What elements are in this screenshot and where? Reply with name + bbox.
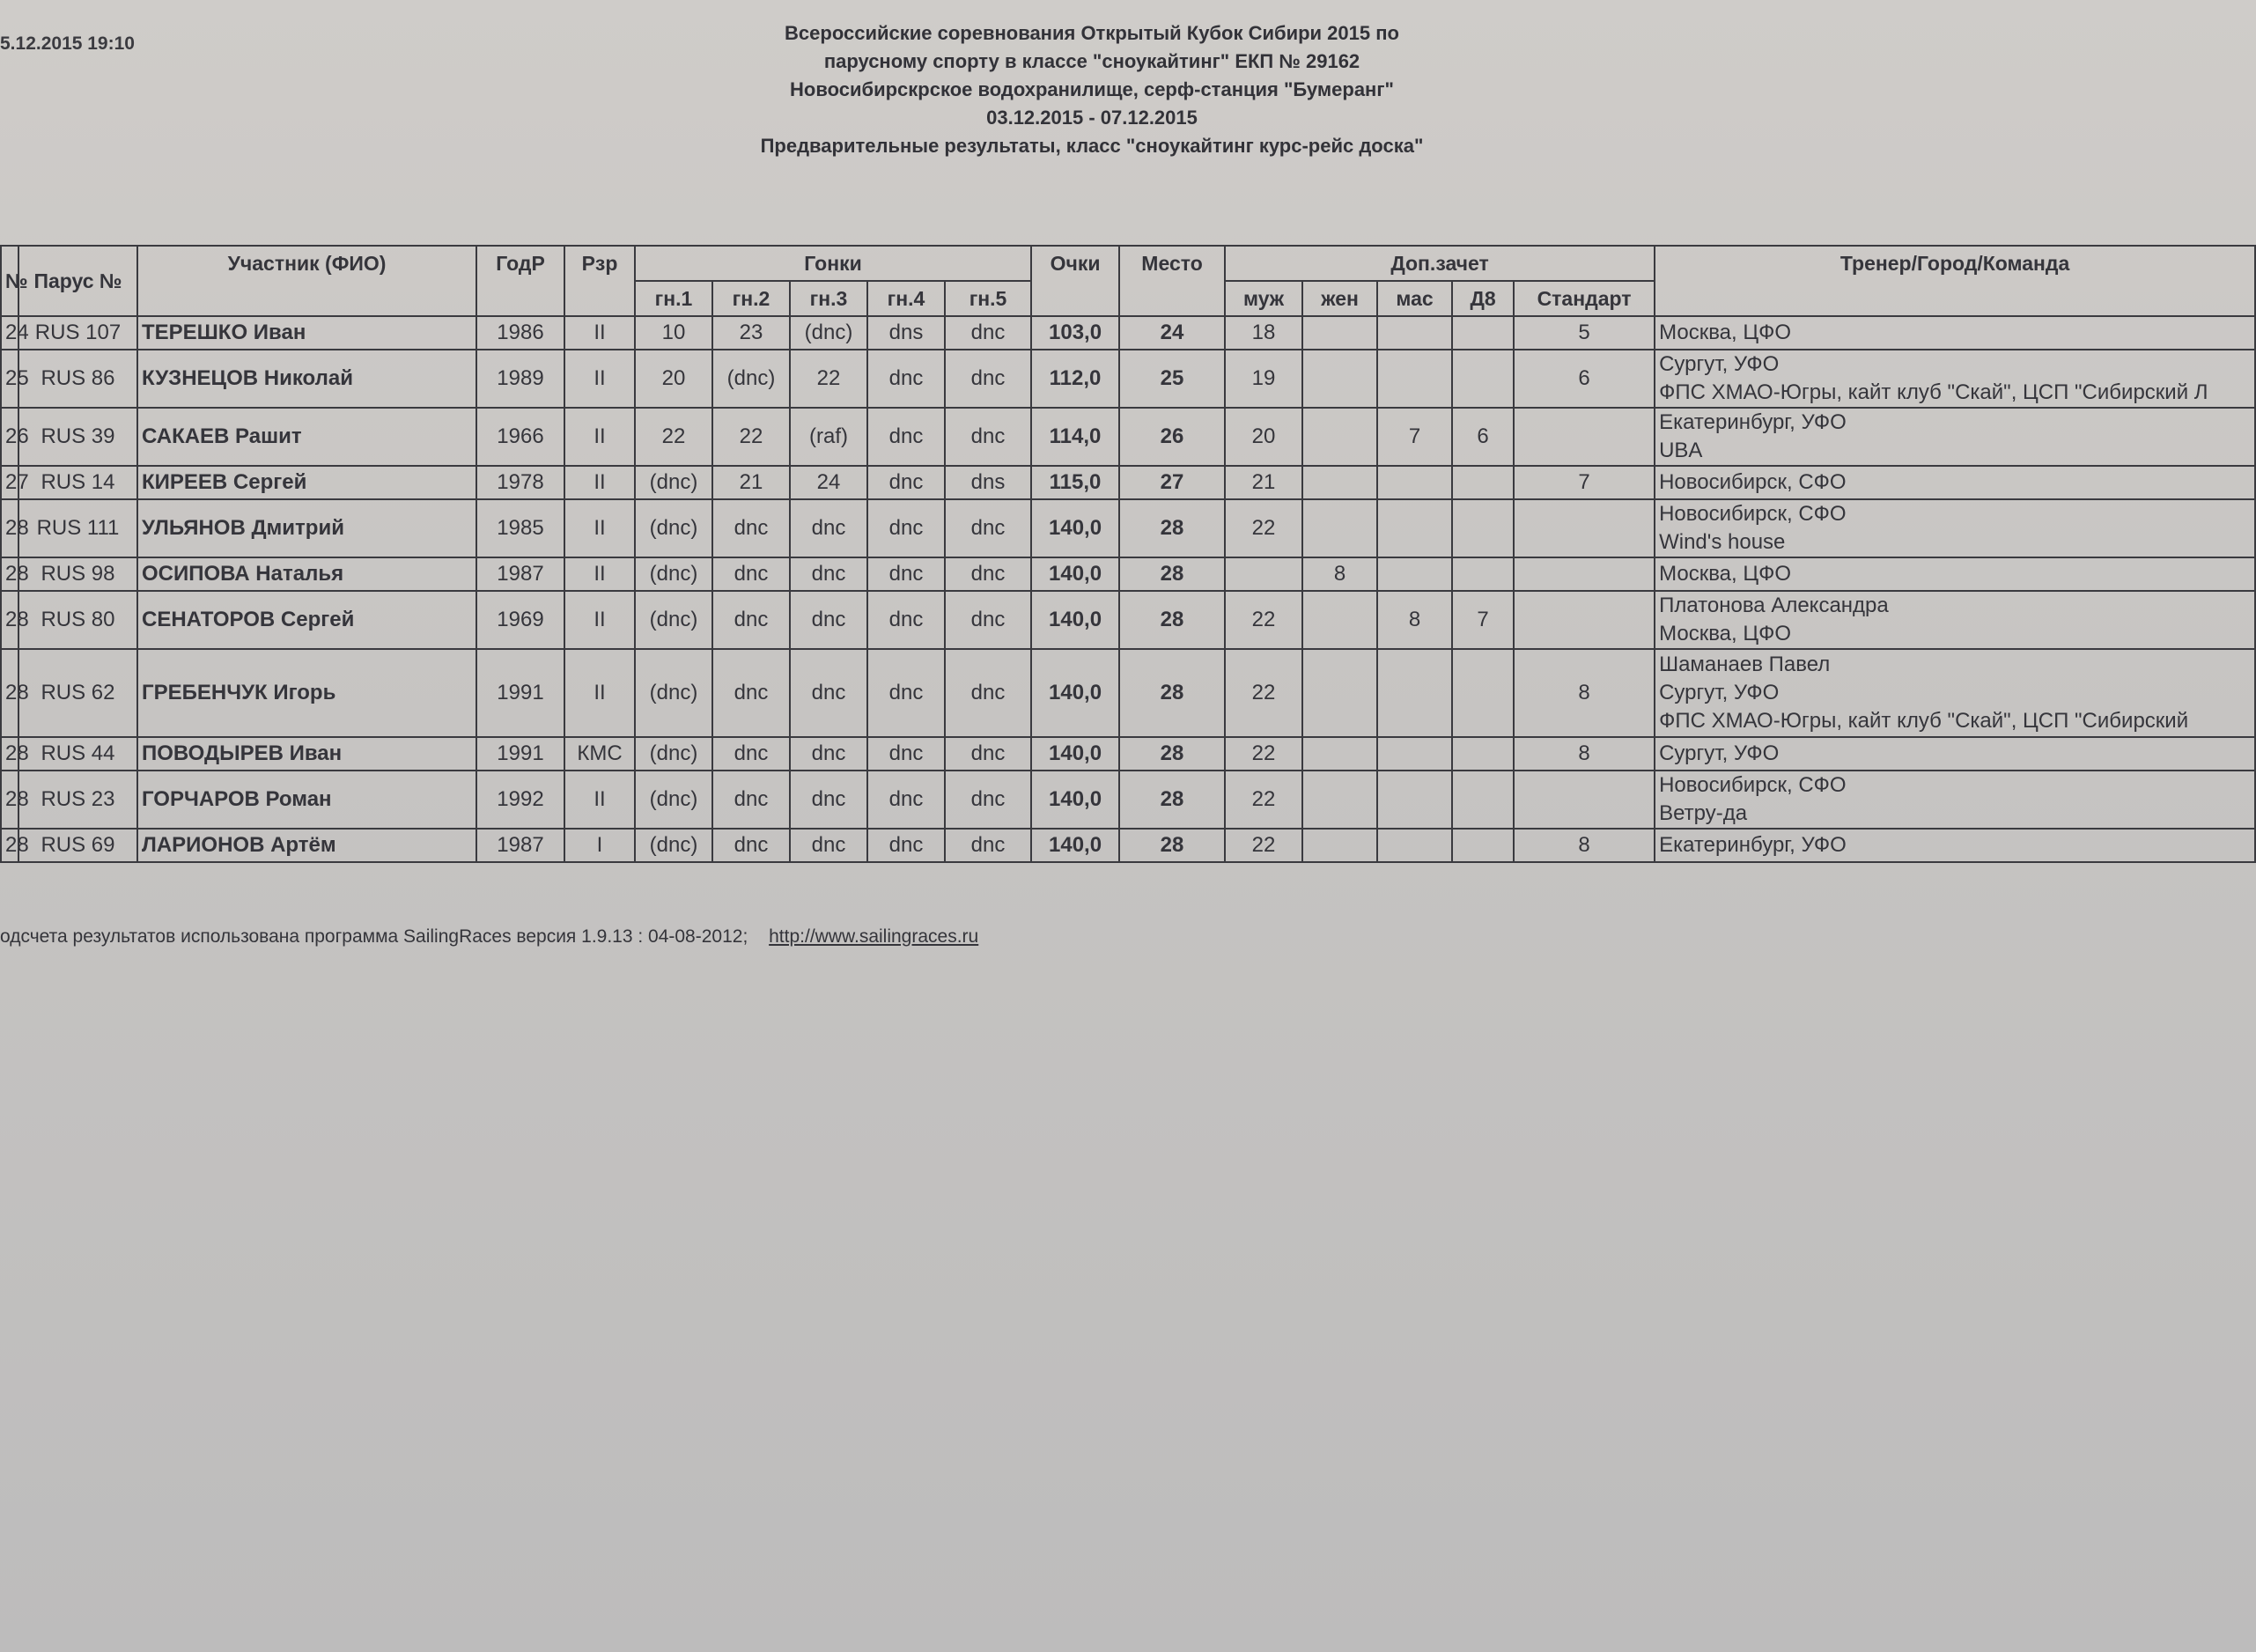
results-body xyxy=(1,316,2255,862)
row-extra-d8 xyxy=(1452,350,1514,408)
row-extra-d8 xyxy=(1452,499,1514,557)
row-extra-masters xyxy=(1377,771,1452,829)
coach-line: Екатеринбург, УФО xyxy=(1659,410,1847,434)
col-header-year: ГодР xyxy=(476,246,564,316)
coach-line: Ветру-да xyxy=(1659,801,1748,825)
row-place: 24 xyxy=(1119,316,1225,350)
row-race-4: dnc xyxy=(867,771,945,829)
table-row xyxy=(1,408,2255,466)
header-line: Предварительные результаты, класс "сноукайтинг курс-рейс доска" xyxy=(760,135,1424,157)
row-place: 28 xyxy=(1119,771,1225,829)
row-rank: II xyxy=(564,316,635,350)
row-extra-men: 22 xyxy=(1225,649,1302,737)
row-extra-standard xyxy=(1514,591,1655,649)
row-extra-men: 20 xyxy=(1225,408,1302,466)
row-name: ГРЕБЕНЧУК Игорь xyxy=(137,649,476,737)
row-extra-standard: 8 xyxy=(1514,829,1655,862)
row-coach xyxy=(1655,649,2255,737)
coach-line: Новосибирск, СФО xyxy=(1659,470,1847,494)
row-race-1: (dnc) xyxy=(635,591,712,649)
col-header-race-5: гн.5 xyxy=(945,281,1031,316)
row-coach xyxy=(1655,829,2255,862)
row-sail: RUS 62 xyxy=(18,649,137,737)
row-place: 25 xyxy=(1119,350,1225,408)
row-race-3: dnc xyxy=(790,771,867,829)
row-extra-standard: 6 xyxy=(1514,350,1655,408)
coach-line: Платонова Александра xyxy=(1659,594,1889,617)
row-name: УЛЬЯНОВ Дмитрий xyxy=(137,499,476,557)
table-row xyxy=(1,557,2255,591)
row-extra-men: 22 xyxy=(1225,499,1302,557)
row-sail: RUS 80 xyxy=(18,591,137,649)
footer-text: одсчета результатов использована программа SailingRaces версия 1.9.13 : 04-08-2012; xyxy=(0,926,748,947)
row-race-4: dnc xyxy=(867,649,945,737)
col-header-extra-women: жен xyxy=(1302,281,1377,316)
row-rank: II xyxy=(564,771,635,829)
row-points: 140,0 xyxy=(1031,771,1119,829)
row-name: КИРЕЕВ Сергей xyxy=(137,466,476,499)
col-header-participant: Участник (ФИО) xyxy=(137,246,476,316)
row-num: 27 xyxy=(1,466,18,499)
row-race-2: dnc xyxy=(712,771,790,829)
row-race-1: 10 xyxy=(635,316,712,350)
row-num: 25 xyxy=(1,350,18,408)
row-race-3: dnc xyxy=(790,591,867,649)
row-place: 28 xyxy=(1119,649,1225,737)
row-name: ПОВОДЫРЕВ Иван xyxy=(137,737,476,771)
row-rank: II xyxy=(564,466,635,499)
row-race-3: dnc xyxy=(790,829,867,862)
col-header-rank: Рзр xyxy=(564,246,635,316)
row-year: 1969 xyxy=(476,591,564,649)
row-race-4: dnc xyxy=(867,350,945,408)
row-sail: RUS 23 xyxy=(18,771,137,829)
row-extra-masters xyxy=(1377,557,1452,591)
row-extra-women xyxy=(1302,466,1377,499)
row-extra-women xyxy=(1302,350,1377,408)
row-race-3: dnc xyxy=(790,649,867,737)
row-place: 28 xyxy=(1119,499,1225,557)
row-extra-standard xyxy=(1514,557,1655,591)
row-extra-d8: 7 xyxy=(1452,591,1514,649)
header-line: 03.12.2015 - 07.12.2015 xyxy=(986,107,1198,129)
row-race-4: dnc xyxy=(867,591,945,649)
row-extra-men: 21 xyxy=(1225,466,1302,499)
row-race-5: dnc xyxy=(945,591,1031,649)
row-sail: RUS 69 xyxy=(18,829,137,862)
row-coach xyxy=(1655,591,2255,649)
row-place: 28 xyxy=(1119,737,1225,771)
col-header-coach: Тренер/Город/Команда xyxy=(1655,246,2255,316)
row-name: СЕНАТОРОВ Сергей xyxy=(137,591,476,649)
row-race-5: dnc xyxy=(945,557,1031,591)
table-row xyxy=(1,829,2255,862)
row-extra-d8 xyxy=(1452,737,1514,771)
row-extra-women xyxy=(1302,649,1377,737)
row-place: 28 xyxy=(1119,829,1225,862)
row-extra-d8: 6 xyxy=(1452,408,1514,466)
row-race-5: dnc xyxy=(945,737,1031,771)
row-year: 1985 xyxy=(476,499,564,557)
row-extra-men: 18 xyxy=(1225,316,1302,350)
col-header-extra: Доп.зачет xyxy=(1225,246,1655,281)
coach-line: Wind's house xyxy=(1659,530,1786,554)
row-rank: II xyxy=(564,591,635,649)
row-race-3: 22 xyxy=(790,350,867,408)
row-num: 26 xyxy=(1,408,18,466)
row-race-5: dns xyxy=(945,466,1031,499)
row-extra-men: 22 xyxy=(1225,591,1302,649)
row-num: 28 xyxy=(1,737,18,771)
col-header-extra-d8: Д8 xyxy=(1452,281,1514,316)
footer-link[interactable]: http://www.sailingraces.ru xyxy=(769,926,979,947)
row-race-4: dnc xyxy=(867,829,945,862)
row-extra-d8 xyxy=(1452,557,1514,591)
col-header-place: Место xyxy=(1119,246,1225,316)
row-race-3: (raf) xyxy=(790,408,867,466)
row-sail: RUS 107 xyxy=(18,316,137,350)
row-year: 1991 xyxy=(476,649,564,737)
row-race-2: dnc xyxy=(712,499,790,557)
row-extra-standard: 8 xyxy=(1514,737,1655,771)
col-header-race-2: гн.2 xyxy=(712,281,790,316)
header-line: Всероссийские соревнования Открытый Кубок Сибири 2015 по xyxy=(785,22,1399,44)
row-race-2: dnc xyxy=(712,557,790,591)
row-extra-standard: 5 xyxy=(1514,316,1655,350)
row-num: 24 xyxy=(1,316,18,350)
table-row xyxy=(1,350,2255,408)
row-race-1: (dnc) xyxy=(635,771,712,829)
row-extra-standard: 8 xyxy=(1514,649,1655,737)
row-race-3: dnc xyxy=(790,499,867,557)
table-row xyxy=(1,499,2255,557)
row-extra-men xyxy=(1225,557,1302,591)
row-extra-women xyxy=(1302,829,1377,862)
row-num: 28 xyxy=(1,591,18,649)
footer-note xyxy=(0,926,978,948)
coach-line: Москва, ЦФО xyxy=(1659,622,1792,645)
row-race-3: dnc xyxy=(790,557,867,591)
row-race-1: (dnc) xyxy=(635,499,712,557)
coach-line: Новосибирск, СФО xyxy=(1659,773,1847,797)
row-extra-masters xyxy=(1377,466,1452,499)
row-name: ГОРЧАРОВ Роман xyxy=(137,771,476,829)
row-extra-women xyxy=(1302,771,1377,829)
row-race-4: dnc xyxy=(867,408,945,466)
row-points: 140,0 xyxy=(1031,499,1119,557)
col-header-race-1: гн.1 xyxy=(635,281,712,316)
row-points: 114,0 xyxy=(1031,408,1119,466)
row-name: КУЗНЕЦОВ Николай xyxy=(137,350,476,408)
row-race-5: dnc xyxy=(945,408,1031,466)
row-points: 140,0 xyxy=(1031,737,1119,771)
row-extra-men: 22 xyxy=(1225,771,1302,829)
row-sail: RUS 39 xyxy=(18,408,137,466)
row-extra-women xyxy=(1302,316,1377,350)
row-race-2: (dnc) xyxy=(712,350,790,408)
row-num: 28 xyxy=(1,771,18,829)
row-num: 28 xyxy=(1,829,18,862)
row-race-1: 22 xyxy=(635,408,712,466)
row-extra-masters xyxy=(1377,737,1452,771)
row-extra-masters: 7 xyxy=(1377,408,1452,466)
row-rank: I xyxy=(564,829,635,862)
row-race-2: dnc xyxy=(712,829,790,862)
row-rank: II xyxy=(564,557,635,591)
row-race-5: dnc xyxy=(945,829,1031,862)
row-coach xyxy=(1655,408,2255,466)
row-extra-women xyxy=(1302,499,1377,557)
print-timestamp: 5.12.2015 19:10 xyxy=(0,33,135,54)
row-race-2: 23 xyxy=(712,316,790,350)
table-row xyxy=(1,316,2255,350)
row-race-2: dnc xyxy=(712,737,790,771)
row-race-1: (dnc) xyxy=(635,466,712,499)
row-place: 28 xyxy=(1119,591,1225,649)
coach-line: Сургут, УФО xyxy=(1659,352,1780,376)
col-header-race-3: гн.3 xyxy=(790,281,867,316)
row-extra-d8 xyxy=(1452,771,1514,829)
row-year: 1987 xyxy=(476,829,564,862)
row-num: 28 xyxy=(1,499,18,557)
row-race-2: dnc xyxy=(712,591,790,649)
document-header xyxy=(669,19,1515,160)
row-race-3: dnc xyxy=(790,737,867,771)
row-race-3: 24 xyxy=(790,466,867,499)
row-extra-standard xyxy=(1514,771,1655,829)
coach-line: Москва, ЦФО xyxy=(1659,562,1792,586)
row-place: 26 xyxy=(1119,408,1225,466)
row-points: 115,0 xyxy=(1031,466,1119,499)
row-race-5: dnc xyxy=(945,499,1031,557)
row-place: 27 xyxy=(1119,466,1225,499)
row-extra-standard xyxy=(1514,499,1655,557)
row-rank: II xyxy=(564,350,635,408)
row-race-4: dnc xyxy=(867,557,945,591)
row-name: ЛАРИОНОВ Артём xyxy=(137,829,476,862)
row-race-4: dns xyxy=(867,316,945,350)
row-points: 103,0 xyxy=(1031,316,1119,350)
row-extra-masters xyxy=(1377,350,1452,408)
row-race-1: (dnc) xyxy=(635,557,712,591)
row-rank: КМС xyxy=(564,737,635,771)
row-coach xyxy=(1655,557,2255,591)
row-race-4: dnc xyxy=(867,737,945,771)
row-race-1: (dnc) xyxy=(635,829,712,862)
row-sail: RUS 44 xyxy=(18,737,137,771)
col-header-race-4: гн.4 xyxy=(867,281,945,316)
row-sail: RUS 98 xyxy=(18,557,137,591)
row-year: 1987 xyxy=(476,557,564,591)
col-header-sail: Парус № xyxy=(18,246,137,316)
row-race-1: (dnc) xyxy=(635,649,712,737)
row-coach xyxy=(1655,350,2255,408)
row-coach xyxy=(1655,771,2255,829)
row-points: 140,0 xyxy=(1031,557,1119,591)
row-coach xyxy=(1655,737,2255,771)
row-points: 112,0 xyxy=(1031,350,1119,408)
row-race-5: dnc xyxy=(945,649,1031,737)
results-table xyxy=(0,245,2256,863)
row-race-5: dnc xyxy=(945,771,1031,829)
row-race-4: dnc xyxy=(867,466,945,499)
header-line: Новосибирскрское водохранилище, серф-станция "Бумеранг" xyxy=(790,78,1394,100)
col-header-points: Очки xyxy=(1031,246,1119,316)
col-header-extra-standard: Стандарт xyxy=(1514,281,1655,316)
coach-line: Екатеринбург, УФО xyxy=(1659,833,1847,857)
row-extra-d8 xyxy=(1452,649,1514,737)
row-extra-men: 22 xyxy=(1225,829,1302,862)
row-sail: RUS 86 xyxy=(18,350,137,408)
row-extra-women: 8 xyxy=(1302,557,1377,591)
row-race-4: dnc xyxy=(867,499,945,557)
coach-line: Шаманаев Павел xyxy=(1659,653,1831,676)
row-extra-men: 22 xyxy=(1225,737,1302,771)
coach-line: Сургут, УФО xyxy=(1659,681,1780,704)
row-sail: RUS 14 xyxy=(18,466,137,499)
row-num: 28 xyxy=(1,557,18,591)
table-row xyxy=(1,591,2255,649)
coach-line: ФПС ХМАО-Югры, кайт клуб "Скай", ЦСП "Сибирский Л xyxy=(1659,380,2208,404)
row-extra-masters xyxy=(1377,316,1452,350)
row-race-2: 22 xyxy=(712,408,790,466)
row-coach xyxy=(1655,466,2255,499)
coach-line: Новосибирск, СФО xyxy=(1659,502,1847,526)
table-row xyxy=(1,771,2255,829)
row-extra-masters xyxy=(1377,499,1452,557)
row-coach xyxy=(1655,316,2255,350)
row-num: 28 xyxy=(1,649,18,737)
row-year: 1978 xyxy=(476,466,564,499)
row-name: ОСИПОВА Наталья xyxy=(137,557,476,591)
row-year: 1989 xyxy=(476,350,564,408)
coach-line: UBA xyxy=(1659,439,1703,462)
row-points: 140,0 xyxy=(1031,649,1119,737)
row-race-5: dnc xyxy=(945,350,1031,408)
row-rank: II xyxy=(564,499,635,557)
row-extra-women xyxy=(1302,591,1377,649)
row-extra-standard xyxy=(1514,408,1655,466)
row-extra-d8 xyxy=(1452,829,1514,862)
row-extra-masters: 8 xyxy=(1377,591,1452,649)
row-year: 1986 xyxy=(476,316,564,350)
coach-line: Сургут, УФО xyxy=(1659,741,1780,765)
row-race-1: 20 xyxy=(635,350,712,408)
col-header-num: № xyxy=(1,246,18,316)
row-race-2: dnc xyxy=(712,649,790,737)
row-points: 140,0 xyxy=(1031,829,1119,862)
row-rank: II xyxy=(564,649,635,737)
coach-line: ФПС ХМАО-Югры, кайт клуб "Скай", ЦСП "Сибирский xyxy=(1659,709,2189,733)
row-place: 28 xyxy=(1119,557,1225,591)
row-extra-d8 xyxy=(1452,466,1514,499)
row-name: ТЕРЕШКО Иван xyxy=(137,316,476,350)
table-row xyxy=(1,466,2255,499)
table-row xyxy=(1,737,2255,771)
row-year: 1991 xyxy=(476,737,564,771)
row-extra-d8 xyxy=(1452,316,1514,350)
row-race-3: (dnc) xyxy=(790,316,867,350)
row-extra-masters xyxy=(1377,649,1452,737)
row-extra-women xyxy=(1302,737,1377,771)
row-extra-men: 19 xyxy=(1225,350,1302,408)
row-year: 1966 xyxy=(476,408,564,466)
row-race-5: dnc xyxy=(945,316,1031,350)
row-year: 1992 xyxy=(476,771,564,829)
row-coach xyxy=(1655,499,2255,557)
row-extra-women xyxy=(1302,408,1377,466)
row-points: 140,0 xyxy=(1031,591,1119,649)
row-name: САКАЕВ Рашит xyxy=(137,408,476,466)
table-row xyxy=(1,649,2255,737)
col-header-races: Гонки xyxy=(635,246,1031,281)
coach-line: Москва, ЦФО xyxy=(1659,321,1792,344)
row-rank: II xyxy=(564,408,635,466)
row-extra-standard: 7 xyxy=(1514,466,1655,499)
header-line: парусному спорту в классе "сноукайтинг" ЕКП № 29162 xyxy=(823,50,1360,72)
col-header-extra-masters: мас xyxy=(1377,281,1452,316)
col-header-extra-men: муж xyxy=(1225,281,1302,316)
row-race-2: 21 xyxy=(712,466,790,499)
row-race-1: (dnc) xyxy=(635,737,712,771)
row-extra-masters xyxy=(1377,829,1452,862)
row-sail: RUS 111 xyxy=(18,499,137,557)
